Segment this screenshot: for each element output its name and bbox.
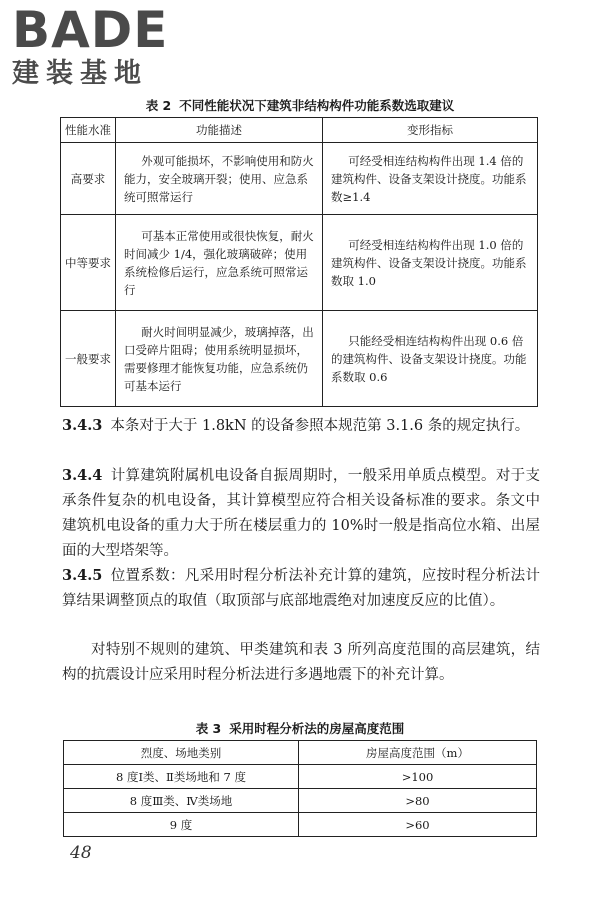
logo-word: BADE [12, 1, 169, 59]
table3-intensity-cell: 8 度Ⅲ类、Ⅳ类场地 [64, 789, 299, 813]
clause-number: 3.4.3 [62, 417, 103, 434]
table-row [61, 311, 538, 407]
table-row [61, 215, 538, 311]
table3-intensity-cell: 8 度Ⅰ类、Ⅱ类场地和 7 度 [64, 765, 299, 789]
table2 [60, 117, 538, 407]
table2-function-cell: 外观可能损坏，不影响使用和防火能力，安全玻璃开裂；使用、应急系统可照常运行 [116, 143, 323, 215]
table2-caption [0, 96, 600, 114]
table2-header-level: 性能水准 [61, 118, 116, 143]
table2-level-cell: 一般要求 [61, 311, 116, 407]
logo-chinese: 建装基地 [12, 58, 148, 89]
table2-function-cell: 耐火时间明显减少，玻璃掉落，出口受碎片阻碍；使用系统明显损坏，需要修理才能恢复功能，应急系统仍可基本运行 [116, 311, 323, 407]
table2-deformation-cell: 可经受相连结构构件出现 1.0 倍的建筑构件、设备支架设计挠度。功能系数取 1.0 [323, 215, 538, 311]
table2-deformation-cell: 只能经受相连结构构件出现 0.6 倍的建筑构件、设备支架设计挠度。功能系数取 0.6 [323, 311, 538, 407]
table3-number: 表 3 [195, 721, 222, 736]
table2-level-cell: 中等要求 [61, 215, 116, 311]
table3-header-intensity: 烈度、场地类别 [64, 741, 299, 765]
table3-intensity-cell: 9 度 [64, 813, 299, 837]
table-row [61, 143, 538, 215]
table2-header-function: 功能描述 [116, 118, 323, 143]
table3-header-row [64, 741, 537, 765]
table2-function-cell: 可基本正常使用或很快恢复，耐火时间减少 1/4，强化玻璃破碎；使用系统检修后运行，应急系统可照常运行 [116, 215, 323, 311]
table3-height-cell: >100 [299, 765, 537, 789]
clause-number: 3.4.4 [62, 467, 103, 484]
table3-title: 采用时程分析法的房屋高度范围 [229, 721, 405, 736]
clause-text: 计算建筑附属机电设备自振周期时，一般采用单质点模型。对于支承条件复杂的机电设备，其计算模型应符合相关设备标准的要求。条文中建筑机电设备的重力大于所在楼层重力的 10%时一般是指高位水箱、出屋面的大型塔架等。 [62, 468, 540, 559]
body-paragraph: 对特别不规则的建筑、甲类建筑和表 3 所列高度范围的高层建筑，结构的抗震设计应采用时程分析法进行多遇地震下的补充计算。 [62, 642, 540, 683]
clause-text: 本条对于大于 1.8kN 的设备参照本规范第 3.1.6 条的规定执行。 [110, 418, 530, 434]
clause-3-4-3 [62, 413, 540, 439]
clause-3-4-5 [62, 563, 540, 614]
table2-header-row [61, 118, 538, 143]
clause-number: 3.4.5 [62, 567, 103, 584]
table2-header-deformation: 变形指标 [323, 118, 538, 143]
logo [12, 1, 192, 90]
table2-title: 不同性能状况下建筑非结构构件功能系数选取建议 [179, 98, 455, 113]
table2-level-cell: 高要求 [61, 143, 116, 215]
table-row [64, 813, 537, 837]
table3-header-height: 房屋高度范围（m） [299, 741, 537, 765]
table3 [63, 740, 537, 837]
clause-3-4-4 [62, 463, 540, 564]
clause-text: 位置系数：凡采用时程分析法补充计算的建筑，应按时程分析法计算结果调整顶点的取值（取顶部与底部地震绝对加速度反应的比值）。 [62, 568, 540, 609]
table2-deformation-cell: 可经受相连结构构件出现 1.4 倍的建筑构件、设备支架设计挠度。功能系数≥1.4 [323, 143, 538, 215]
table3-height-cell: >60 [299, 813, 537, 837]
table2-number: 表 2 [145, 98, 172, 113]
table3-height-cell: >80 [299, 789, 537, 813]
table3-caption [0, 719, 600, 737]
table-row [64, 765, 537, 789]
table-row [64, 789, 537, 813]
page-number: 48 [70, 843, 92, 863]
